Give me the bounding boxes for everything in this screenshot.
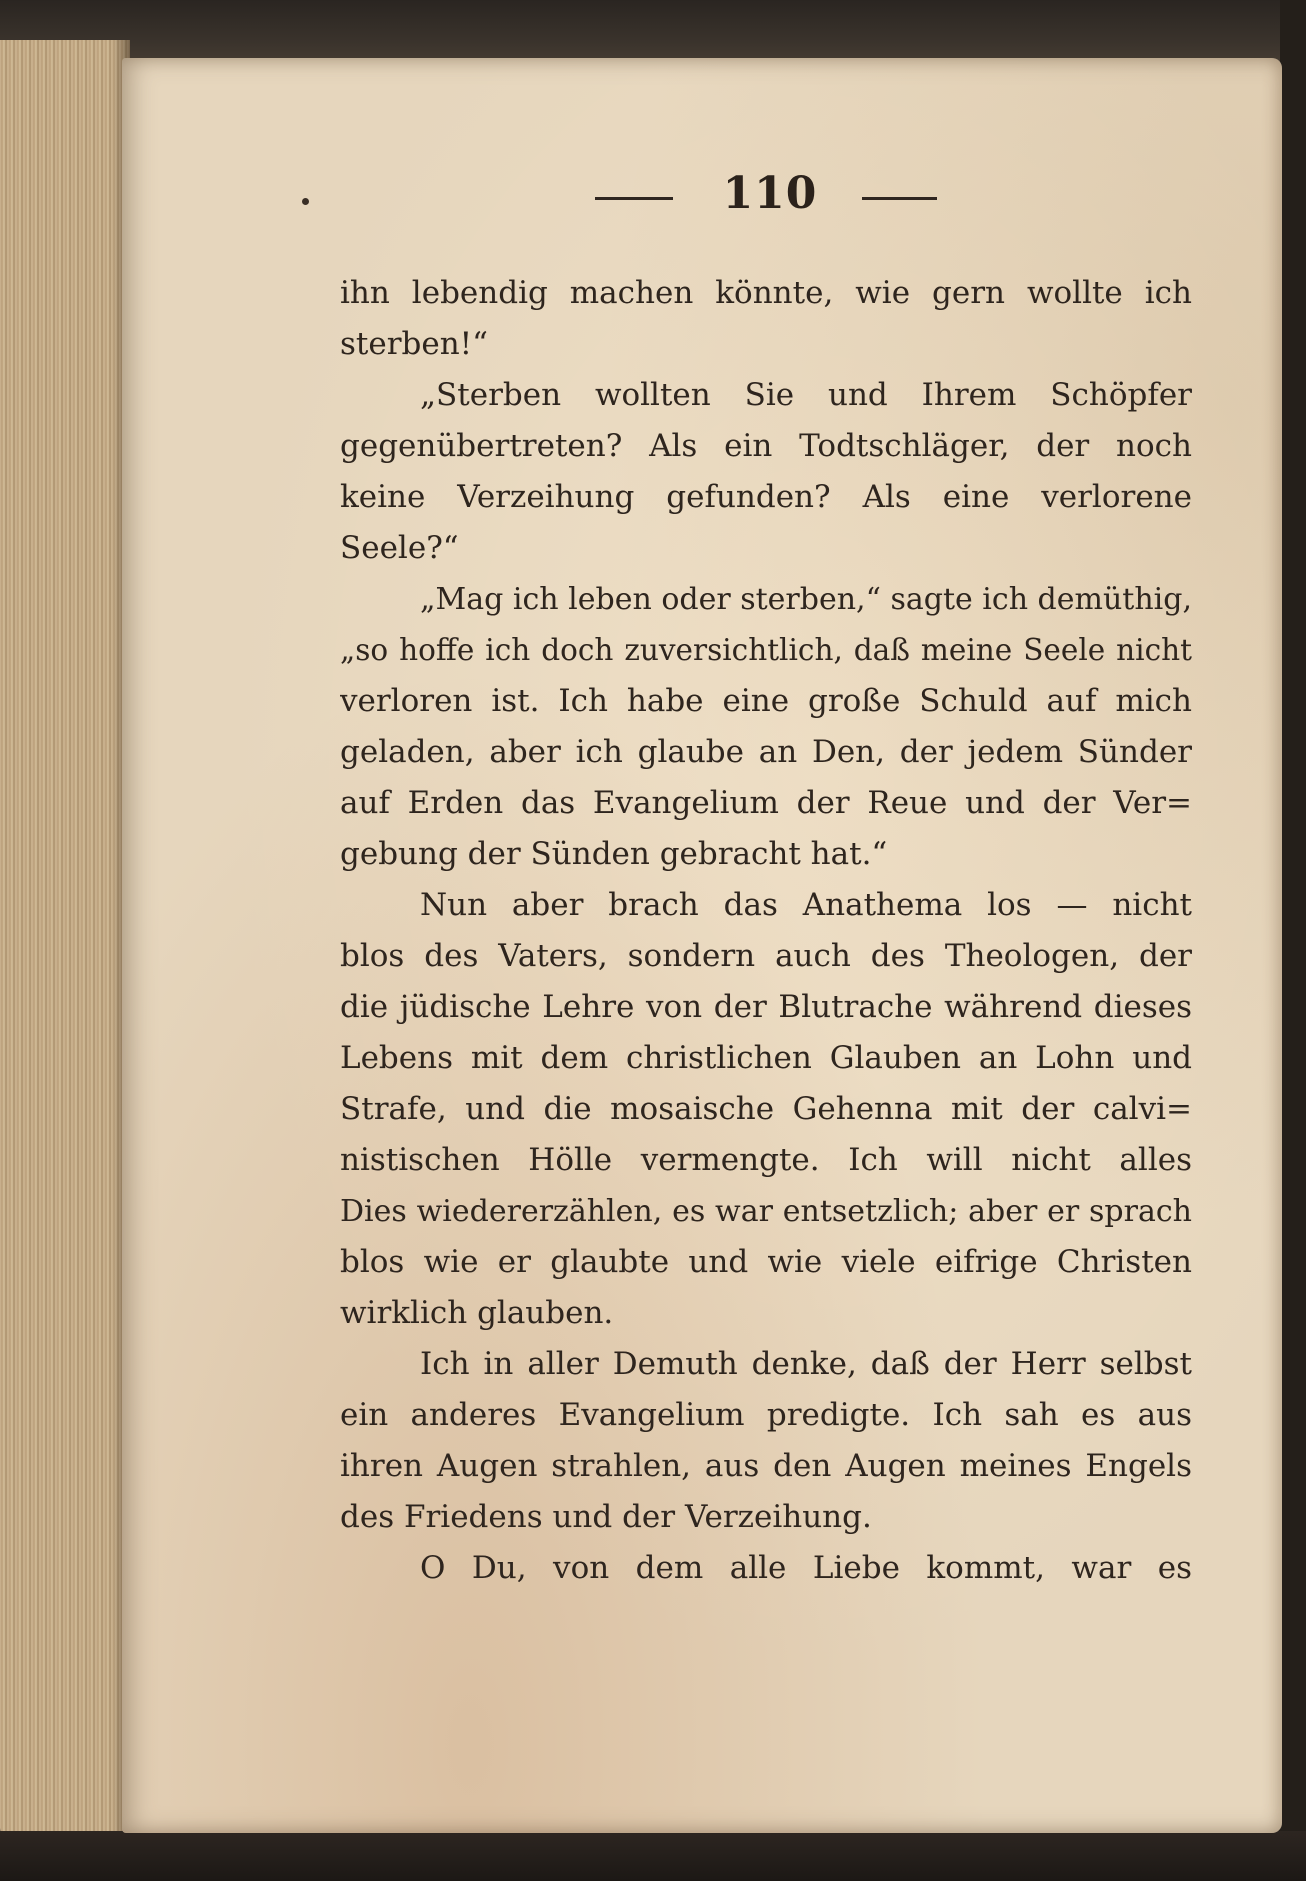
text-line: nistischen Hölle vermengte. Ich will nicht alles [340, 1142, 1192, 1178]
page-header [290, 168, 1050, 228]
text-line: Nun aber brach das Anathema los — nicht [420, 887, 1192, 923]
body-text [340, 268, 1192, 1594]
text-line: auf Erden das Evangelium der Reue und der Ver= [340, 785, 1192, 821]
text-line: geladen, aber ich glaube an Den, der jedem Sünder [340, 734, 1192, 770]
text-line: ihren Augen strahlen, aus den Augen meines Engels [340, 1448, 1192, 1484]
text-line: Seele?“ [340, 530, 459, 566]
text-line: „Sterben wollten Sie und Ihrem Schöpfer [420, 377, 1192, 413]
text-line: verloren ist. Ich habe eine große Schuld auf mich [340, 683, 1192, 719]
text-line: Lebens mit dem christlichen Glauben an Lohn und [340, 1040, 1192, 1076]
text-line: Dies wiedererzählen, es war entsetzlich; aber er sprach [340, 1194, 1192, 1229]
text-line: gebung der Sünden gebracht hat.“ [340, 836, 888, 872]
text-line: blos des Vaters, sondern auch des Theologen, der [340, 938, 1192, 974]
text-line: des Friedens und der Verzeihung. [340, 1499, 872, 1535]
book-binding-right [1280, 0, 1306, 1881]
header-rule-right [862, 197, 937, 200]
page-number: 110 [722, 168, 818, 219]
text-line: sterben!“ [340, 326, 488, 362]
page-block-edges [0, 40, 130, 1840]
text-line: blos wie er glaubte und wie viele eifrige Christen [340, 1244, 1192, 1280]
text-line: gegenübertreten? Als ein Todtschläger, der noch [340, 428, 1192, 464]
text-line: die jüdische Lehre von der Blutrache während dieses [340, 989, 1192, 1025]
text-line: ihn lebendig machen könnte, wie gern wollte ich [340, 275, 1192, 311]
text-line: O Du, von dem alle Liebe kommt, war es [420, 1550, 1192, 1586]
text-line: Ich in aller Demuth denke, daß der Herr selbst [420, 1346, 1192, 1382]
text-line: keine Verzeihung gefunden? Als eine verlorene [340, 479, 1192, 515]
text-line: „Mag ich leben oder sterben,“ sagte ich demüthig, [420, 582, 1192, 617]
text-line: Strafe, und die mosaische Gehenna mit der calvi= [340, 1091, 1192, 1127]
book-binding-bottom [0, 1831, 1306, 1881]
text-line: wirklich glauben. [340, 1295, 614, 1331]
text-line: „so hoffe ich doch zuversichtlich, daß meine Seele nicht [340, 633, 1192, 667]
ink-dot-mark [302, 198, 309, 205]
header-rule-left [595, 197, 673, 200]
text-line: ein anderes Evangelium predigte. Ich sah es aus [340, 1397, 1192, 1433]
